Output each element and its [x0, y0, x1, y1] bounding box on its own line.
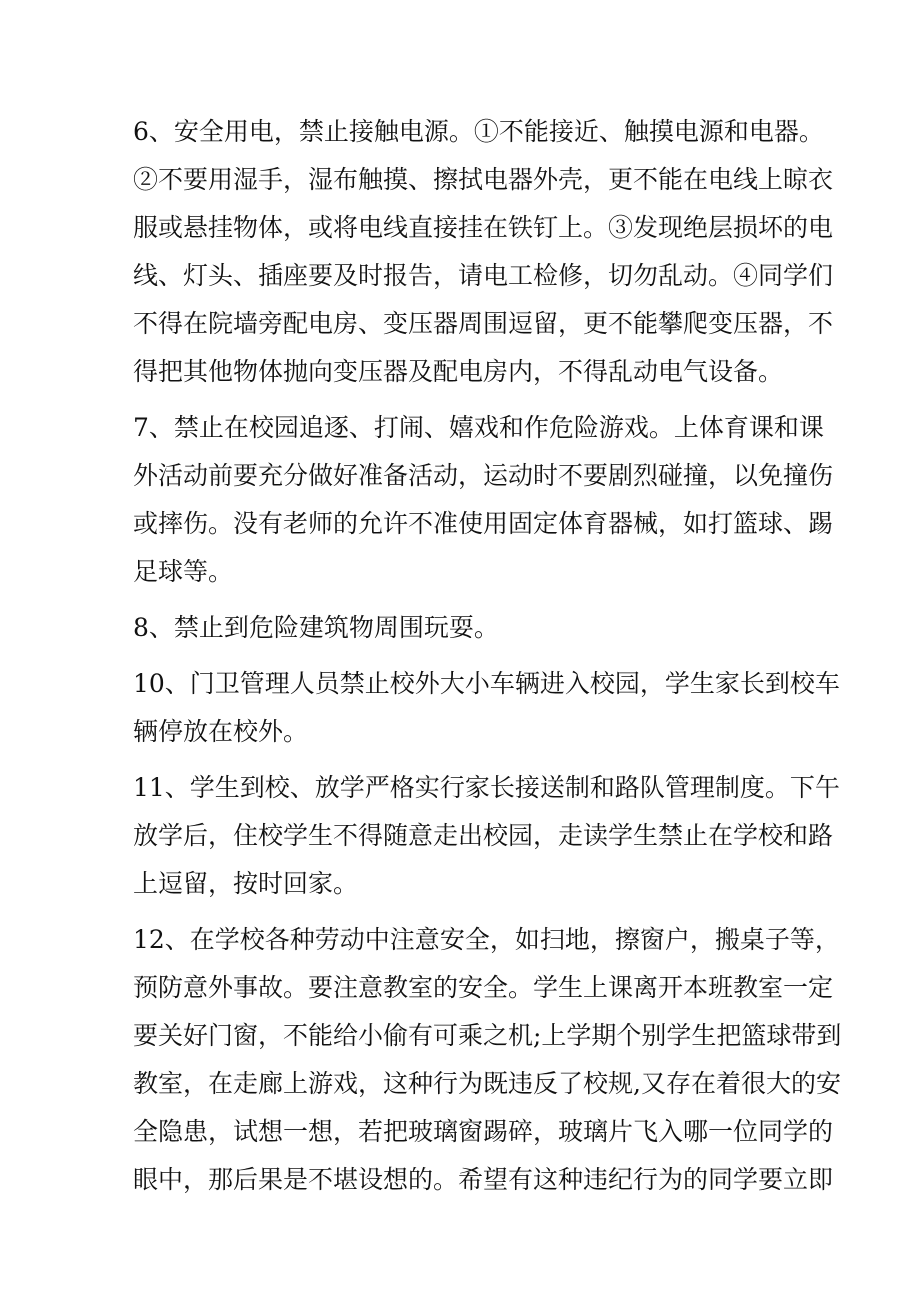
- text-line: 线、灯头、插座要及时报告，请电工检修，切勿乱动。④同学们: [133, 261, 834, 290]
- text-line: 得把其他物体抛向变压器及配电房内，不得乱动电气设备。: [133, 357, 784, 386]
- text-line: 外活动前要充分做好准备活动，运动时不要剧烈碰撞，以免撞伤: [133, 461, 834, 490]
- text-line: 11、学生到校、放学严格实行家长接送制和路队管理制度。下午: [133, 773, 840, 802]
- paragraph-rule-10: [133, 660, 840, 756]
- paragraph-spacer: [133, 396, 783, 404]
- text-line: 7、禁止在校园追逐、打闹、嬉戏和作危险游戏。上体育课和课: [133, 413, 824, 442]
- paragraph-rule-11: [133, 764, 840, 908]
- text-line: 不得在院墙旁配电房、变压器周围逗留，更不能攀爬变压器，不: [133, 309, 834, 338]
- text-line: 12、在学校各种劳动中注意安全，如扫地，擦窗户，搬桌子等，: [133, 925, 840, 954]
- paragraph-spacer: [133, 596, 783, 604]
- paragraph-rule-7: [133, 404, 834, 596]
- text-line: 眼中，那后果是不堪设想的。希望有这种违纪行为的同学要立即: [133, 1165, 834, 1194]
- paragraph-spacer: [133, 756, 783, 764]
- paragraph-spacer: [133, 652, 783, 660]
- text-line: 要关好门窗，不能给小偷有可乘之机;上学期个别学生把篮球带到: [133, 1021, 842, 1050]
- text-line: 6、安全用电，禁止接触电源。①不能接近、触摸电源和电器。: [133, 117, 824, 146]
- document-body: [133, 108, 842, 1204]
- text-line: 服或悬挂物体，或将电线直接挂在铁钉上。③发现绝层损坏的电: [133, 213, 834, 242]
- paragraph-rule-12: [133, 916, 842, 1204]
- text-line: 全隐患，试想一想，若把玻璃窗踢碎，玻璃片飞入哪一位同学的: [133, 1117, 834, 1146]
- text-line: ②不要用湿手，湿布触摸、擦拭电器外壳，更不能在电线上晾衣: [133, 165, 834, 194]
- text-line: 教室，在走廊上游戏，这种行为既违反了校规,又存在着很大的安: [133, 1069, 841, 1098]
- text-line: 8、禁止到危险建筑物周围玩耍。: [133, 613, 499, 642]
- text-line: 足球等。: [133, 557, 234, 586]
- text-line: 10、门卫管理人员禁止校外大小车辆进入校园，学生家长到校车: [133, 669, 840, 698]
- text-line: 或摔伤。没有老师的允许不准使用固定体育器械，如打篮球、踢: [133, 509, 834, 538]
- text-line: 预防意外事故。要注意教室的安全。学生上课离开本班教室一定: [133, 973, 834, 1002]
- text-line: 辆停放在校外。: [133, 717, 309, 746]
- text-line: 上逗留，按时回家。: [133, 869, 359, 898]
- paragraph-rule-6: [133, 108, 834, 396]
- paragraph-rule-8: [133, 604, 783, 652]
- paragraph-spacer: [133, 908, 783, 916]
- text-line: 放学后，住校学生不得随意走出校园，走读学生禁止在学校和路: [133, 821, 834, 850]
